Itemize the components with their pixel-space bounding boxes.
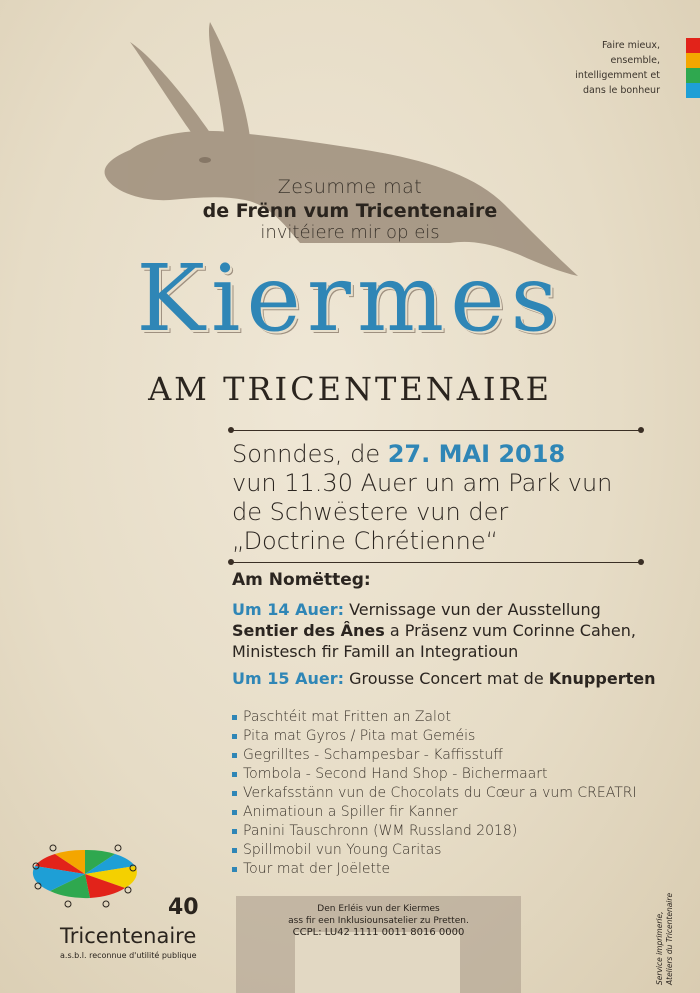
afternoon-program (232, 570, 672, 689)
printer-credit-line-1: Service imprimerie, (655, 911, 664, 985)
list-item: Verkafsstänn vun de Chocolats du Cœur a vum CREATRI (232, 784, 637, 803)
date-prefix: Sonndes, de (232, 440, 388, 468)
date-block (232, 440, 612, 556)
event-title: Kiermes (136, 245, 564, 352)
tagline-line: intelligemment et (575, 70, 660, 81)
printer-credit (655, 885, 685, 985)
list-item: Tour mat der Joëlette (232, 860, 637, 879)
parachute-logo-icon (28, 838, 143, 913)
invite-line-2: de Frënn vum Tricentenaire (202, 200, 498, 222)
list-item: Animatioun a Spiller fir Kanner (232, 803, 637, 822)
list-item: Pita mat Gyros / Pita mat Geméis (232, 727, 637, 746)
bullet-icon (232, 772, 237, 777)
list-item: Panini Tauschronn (WM Russland 2018) (232, 822, 637, 841)
divider-bottom (232, 562, 640, 563)
afternoon-heading: Am Nomëtteg: (232, 570, 371, 590)
bullet-icon (232, 715, 237, 720)
program-text: Grousse Concert mat de (343, 669, 549, 688)
invite-line-1: Zesumme mat (277, 176, 423, 198)
footer-iban: CCPL: LU42 1111 0011 8016 0000 (292, 927, 465, 938)
bullet-icon (232, 734, 237, 739)
tagline-color-bars (686, 38, 700, 98)
tagline-line: dans le bonheur (582, 85, 660, 96)
program-text: a Präsenz vum Corinne Cahen, (384, 621, 636, 640)
list-item: Gegrilltes - Schampesbar - Kaffisstuff (232, 746, 637, 765)
date-line-2: vun 11.30 Auer un am Park vun (232, 469, 613, 497)
tagline-line: ensemble, (610, 55, 660, 66)
list-item: Paschtéit mat Fritten an Zalot (232, 708, 637, 727)
bullet-icon (232, 791, 237, 796)
list-item: Tombola - Second Hand Shop - Bichermaart (232, 765, 637, 784)
footer-text (236, 903, 521, 939)
program-highlight: Sentier des Ânes (232, 621, 385, 640)
logo-subtitle: a.s.b.l. reconnue d'utilité publique (60, 951, 197, 960)
footer-line-1: Den Erléis vun der Kiermes (317, 904, 440, 914)
program-time: Um 15 Auer: (232, 669, 344, 688)
event-subtitle: AM TRICENTENAIRE (148, 370, 552, 408)
color-bar-orange (686, 53, 700, 68)
footer-panel-inner (295, 932, 460, 993)
program-time: Um 14 Auer: (232, 600, 344, 619)
bullet-icon (232, 753, 237, 758)
divider-top (232, 430, 640, 431)
logo-anniversary-number: 40 (168, 895, 199, 920)
tagline (575, 38, 660, 98)
program-highlight: Knupperten (548, 669, 656, 688)
color-bar-green (686, 68, 700, 83)
invite-block (0, 176, 700, 243)
printer-credit-line-2: Ateliers du Tricentenaire (665, 892, 674, 985)
date-line-4: „Doctrine Chrétienne“ (232, 527, 499, 555)
program-text: Ministesch fir Famill an Integratioun (232, 642, 519, 661)
list-item: Spillmobil vun Young Caritas (232, 841, 637, 860)
program-text: Vernissage vun der Ausstellung (343, 600, 601, 619)
color-bar-blue (686, 83, 700, 98)
bullet-icon (232, 848, 237, 853)
bullet-icon (232, 829, 237, 834)
activities-list (232, 708, 637, 879)
bullet-icon (232, 867, 237, 872)
bullet-icon (232, 810, 237, 815)
color-bar-red (686, 38, 700, 53)
event-date: 27. MAI 2018 (387, 440, 566, 468)
footer-line-2: ass fir een Inklusiounsatelier zu Pretten. (288, 916, 469, 926)
tagline-line: Faire mieux, (601, 40, 660, 51)
logo-name: Tricentenaire (60, 924, 197, 948)
date-line-3: de Schwëstere vun der (232, 498, 509, 526)
invite-line-3: invitéiere mir op eis (260, 222, 440, 243)
